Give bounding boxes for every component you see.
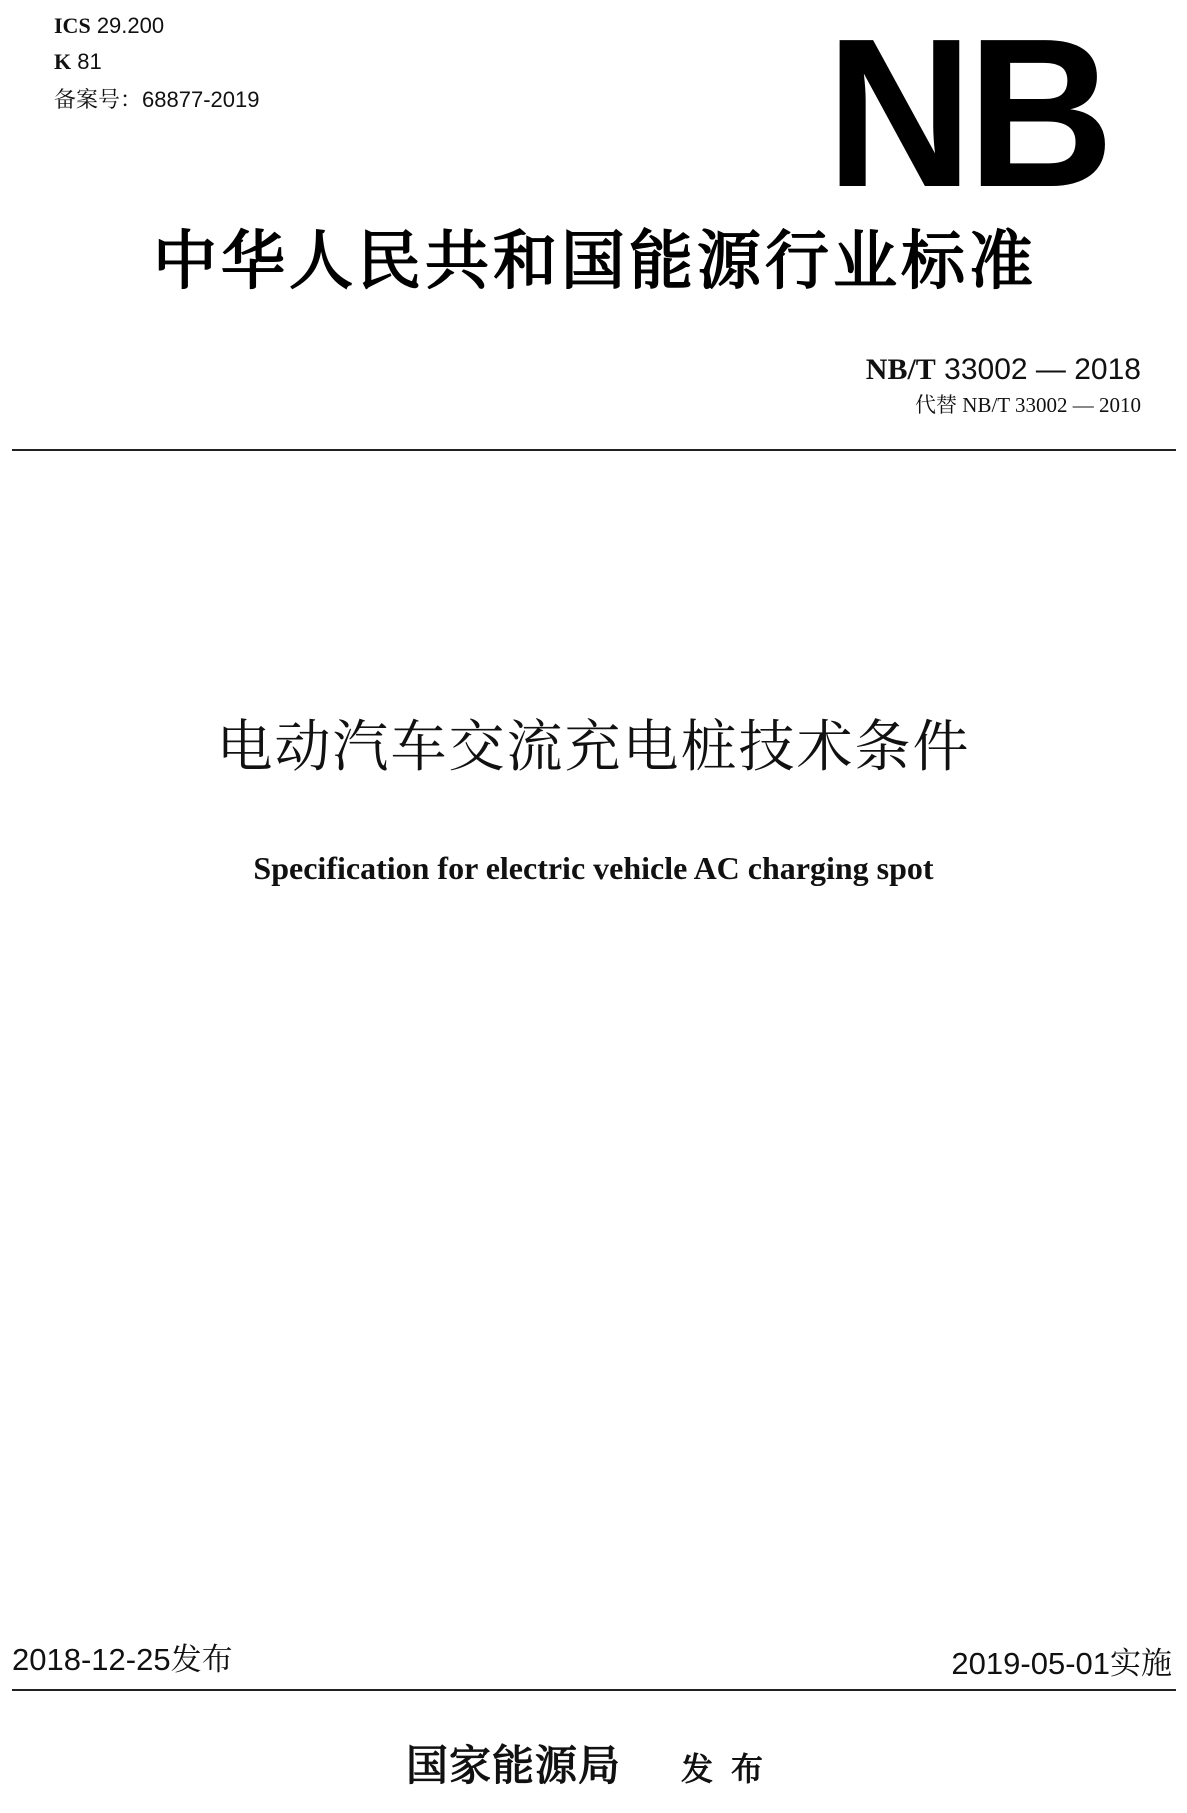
replaces-standard: 代替 NB/T 33002 — 2010 xyxy=(915,393,1141,417)
publisher-action: 发布 xyxy=(681,1750,782,1788)
publisher-org: 国家能源局 xyxy=(405,1741,621,1790)
ics-value: 29.200 xyxy=(96,13,165,38)
record-number xyxy=(54,86,259,114)
document-title-en: Specification for electric vehicle AC charging spot xyxy=(253,850,934,886)
ccs-code xyxy=(54,48,102,76)
bottom-divider xyxy=(12,1689,1176,1691)
standard-type-title: 中华人民共和国能源行业标准 xyxy=(153,224,1037,299)
standard-code-number: 33002 — 2018 xyxy=(944,353,1141,386)
issue-date: 2018-12-25发布 xyxy=(12,1642,233,1677)
ics-code xyxy=(54,12,164,40)
effective-date: 2019-05-01实施 xyxy=(951,1646,1172,1681)
ccs-label: K xyxy=(54,49,72,74)
publisher-line xyxy=(0,1738,1187,1797)
record-label: 备案号： xyxy=(54,87,143,112)
record-value: 68877-2019 xyxy=(142,87,260,112)
ics-label: ICS xyxy=(54,13,91,38)
standard-code xyxy=(866,352,1141,388)
standard-code-prefix: NB/T xyxy=(865,353,936,386)
nb-logo: NB xyxy=(826,0,1109,231)
top-divider xyxy=(12,449,1176,451)
document-title-zh: 电动汽车交流充电桩技术条件 xyxy=(216,715,971,780)
ccs-value: 81 xyxy=(77,49,102,74)
